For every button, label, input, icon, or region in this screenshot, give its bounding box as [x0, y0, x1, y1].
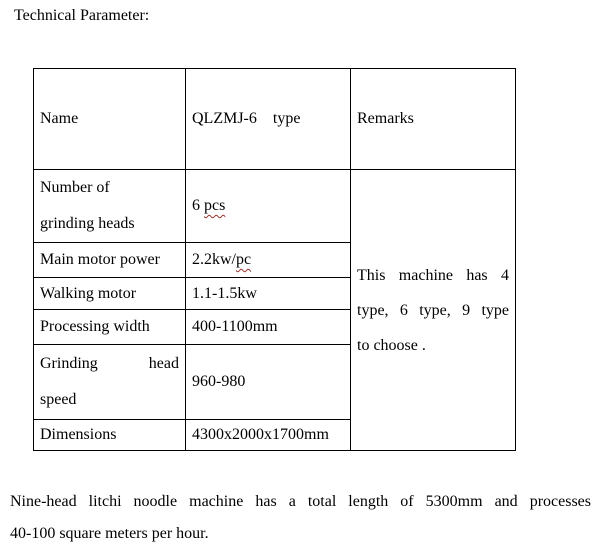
- remarks-line: This machine has 4: [357, 266, 509, 284]
- remarks-line: type, 6 type, 9 type: [357, 301, 509, 319]
- footer-line: Nine-head litchi noodle machine has a total length of 5300mm and processes: [10, 493, 591, 510]
- remarks-line: to choose .: [357, 336, 426, 354]
- footer-paragraph: [10, 486, 591, 550]
- param-name-cell: Dimensions: [34, 420, 186, 451]
- param-name-cell: Walking motor: [34, 278, 186, 310]
- document-title: Technical Parameter:: [14, 7, 150, 24]
- param-value-cell: [186, 345, 351, 420]
- param-value-cell: [186, 310, 351, 345]
- param-value-cell: [186, 170, 351, 243]
- param-value: 960-980: [192, 373, 246, 390]
- col-header-remarks: Remarks: [351, 69, 516, 170]
- param-name-line: speed: [40, 391, 77, 408]
- param-name-cell: Main motor power: [34, 243, 186, 278]
- param-name-cell: [34, 170, 186, 243]
- param-name-cell: Processing width: [34, 310, 186, 345]
- param-value-cell: [186, 278, 351, 310]
- parameters-table: [33, 68, 516, 451]
- col-header-name: Name: [34, 69, 186, 170]
- param-name-line: grinding heads: [40, 215, 135, 232]
- param-name-cell: [34, 345, 186, 420]
- param-value: 400-1100mm: [192, 318, 278, 335]
- col-header-type: QLZMJ-6 type: [186, 69, 351, 170]
- spell-flagged-text: pcs: [204, 197, 226, 214]
- param-name-line: Number of: [40, 179, 110, 196]
- param-value: 1.1-1.5kw: [192, 284, 257, 302]
- spell-flagged-text: pc: [236, 251, 252, 268]
- footer-line: 40-100 square meters per hour.: [10, 525, 209, 542]
- header-row: [34, 69, 516, 170]
- param-value: 4300x2000x1700mm: [192, 426, 329, 443]
- param-name-line: Grinding head: [40, 355, 179, 372]
- param-value-cell: [186, 420, 351, 451]
- param-value: 2.2kw/: [192, 251, 236, 268]
- param-value-cell: [186, 243, 351, 278]
- remarks-cell: [351, 170, 516, 451]
- table-row: [34, 170, 516, 243]
- param-value: 6: [192, 197, 204, 214]
